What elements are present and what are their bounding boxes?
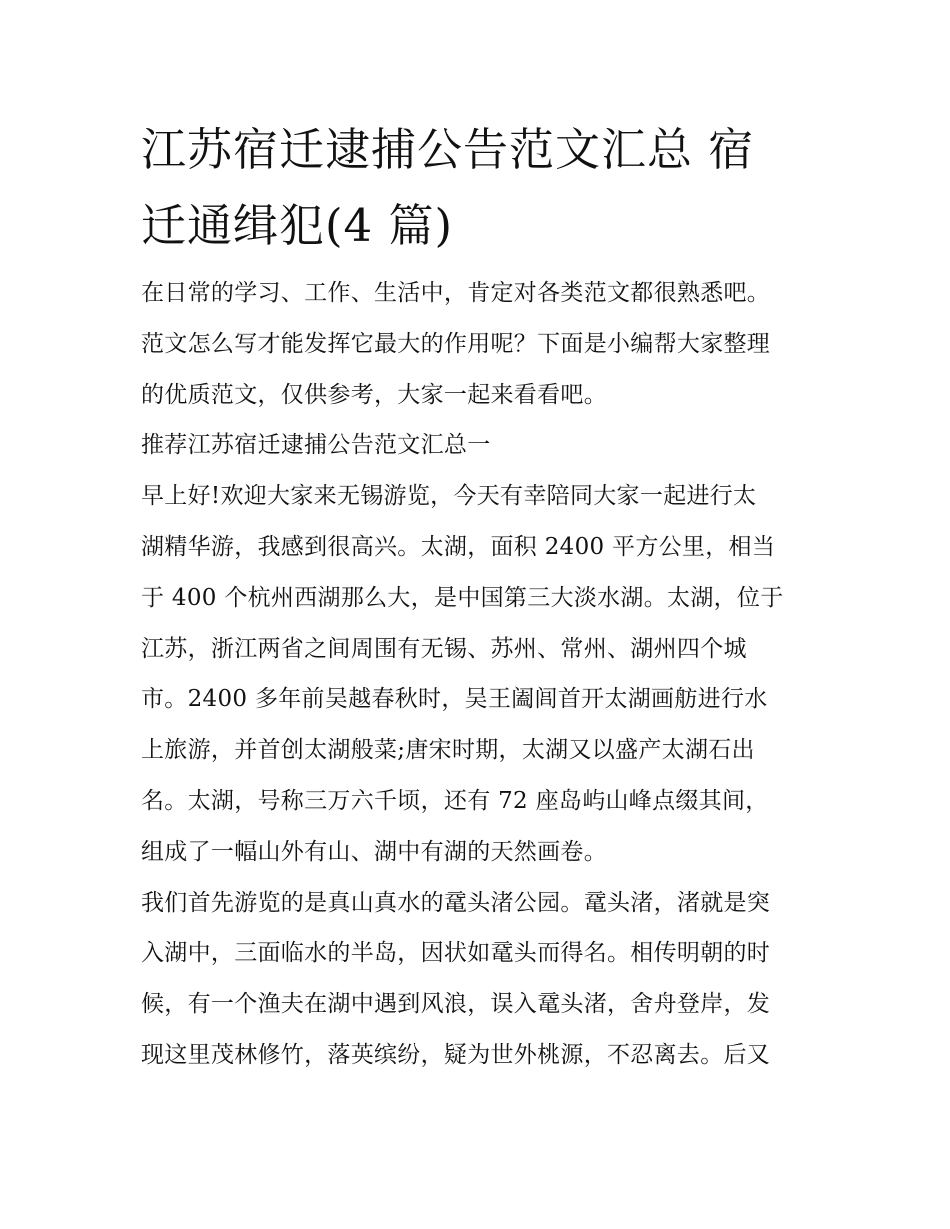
- paragraph-1-line-5: 市。2400 多年前吴越春秋时，吴王阖闾首开太湖画舫进行水: [141, 686, 768, 713]
- paragraph-2-line-1: 我们首先游览的是真山真水的鼋头渚公园。鼋头渚，渚就是突: [141, 889, 771, 916]
- paragraph-1-line-7: 名。太湖，号称三万六千顷，还有 72 座岛屿山峰点缀其间，: [141, 787, 769, 814]
- paragraph-1-line-4: 江苏，浙江两省之间周围有无锡、苏州、常州、湖州四个城: [141, 635, 747, 662]
- document-content: [141, 112, 821, 1081]
- body-text: [141, 268, 821, 1081]
- paragraph-1-line-3: 于 400 个杭州西湖那么大，是中国第三大淡水湖。太湖，位于: [141, 584, 784, 611]
- title-line-2: 迁通缉犯(4 篇): [141, 199, 454, 252]
- paragraph-2-line-2: 入湖中，三面临水的半岛，因状如鼋头而得名。相传明朝的时: [141, 940, 771, 967]
- intro-line-2: 范文怎么写才能发挥它最大的作用呢？下面是小编帮大家整理: [141, 330, 771, 357]
- document-title: [141, 112, 821, 264]
- paragraph-1-line-2: 湖精华游，我感到很高兴。太湖，面积 2400 平方公里，相当: [141, 533, 776, 560]
- paragraph-1-line-6: 上旅游，并首创太湖般菜;唐宋时期，太湖又以盛产太湖石出: [141, 737, 755, 764]
- paragraph-2-line-4: 现这里茂林修竹，落英缤纷，疑为世外桃源，不忍离去。后又: [141, 1041, 771, 1068]
- paragraph-2-line-3: 候，有一个渔夫在湖中遇到风浪，误入鼋头渚，舍舟登岸，发: [141, 991, 771, 1018]
- title-line-1: 江苏宿迁逮捕公告范文汇总 宿: [141, 123, 755, 176]
- paragraph-1-line-8: 组成了一幅山外有山、湖中有湖的天然画卷。: [141, 838, 607, 865]
- intro-line-3: 的优质范文，仅供参考，大家一起来看看吧。: [141, 381, 607, 408]
- section-heading: 推荐江苏宿迁逮捕公告范文汇总一: [141, 432, 491, 459]
- paragraph-1-line-1: 早上好!欢迎大家来无锡游览，今天有幸陪同大家一起进行太: [141, 483, 757, 510]
- intro-line-1: 在日常的学习、工作、生活中，肯定对各类范文都很熟悉吧。: [141, 280, 771, 306]
